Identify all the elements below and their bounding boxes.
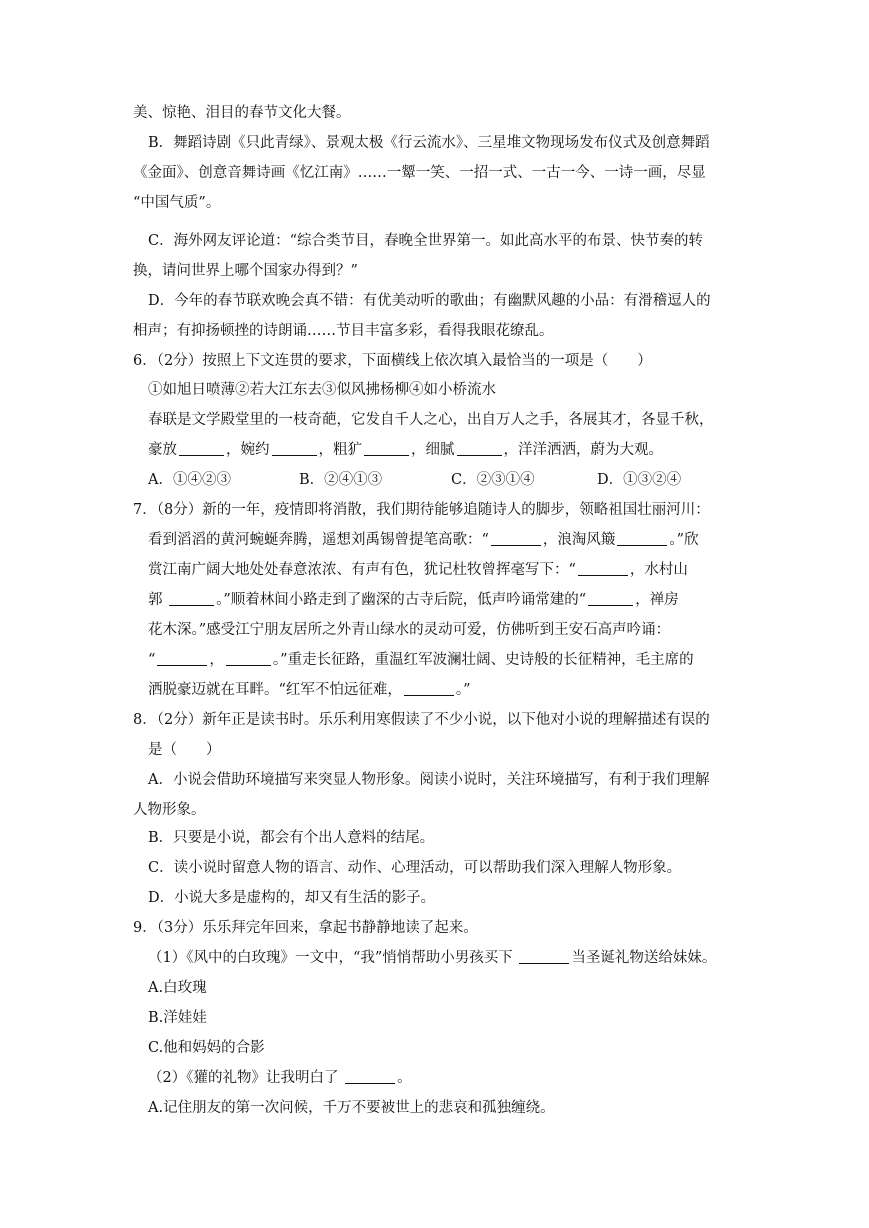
question-8-stem: 8．（2分）新年正是读书时。乐乐利用寒假读了不少小说，以下他对小说的理解描述有误的 bbox=[133, 712, 710, 728]
text-fragment: “ bbox=[148, 652, 156, 668]
text-fragment: ，婉约 bbox=[226, 442, 270, 458]
fill-line bbox=[148, 561, 688, 579]
text-fragment: 洒脱豪迈就在耳畔。“红军不怕远征难， bbox=[148, 682, 402, 698]
text-fragment: 。”顺着林间小路走到了幽深的古寺后院，低声吟诵常建的“ bbox=[216, 592, 587, 608]
option-d[interactable]: D．①③②④ bbox=[597, 472, 682, 488]
option-a[interactable]: A．小说会借助环境描写来突显人物形象。阅读小说时，关注环境描写，有利于我们理解 bbox=[148, 772, 710, 788]
option-d[interactable]: D．小说大多是虚构的，却又有生活的影子。 bbox=[148, 890, 436, 906]
text-line: 换，请问世界上哪个国家办得到？” bbox=[133, 263, 358, 279]
question-6-choices: ①如旭日喷薄②若大江东去③似风拂杨柳④如小桥流水 bbox=[148, 382, 496, 398]
answer-blank[interactable] bbox=[179, 441, 224, 456]
fill-line bbox=[148, 441, 663, 459]
text-fragment: ，粗犷 bbox=[318, 442, 362, 458]
text-line: 美、惊艳、泪目的春节文化大餐。 bbox=[133, 105, 351, 121]
text-line: “中国气质”。 bbox=[133, 195, 221, 211]
text-line: 花木深。”感受江宁朋友居所之外青山绿水的灵动可爱，仿佛听到王安石高声吟诵： bbox=[148, 622, 671, 638]
answer-blank[interactable] bbox=[578, 561, 628, 576]
answer-blank[interactable] bbox=[157, 651, 207, 666]
answer-blank[interactable] bbox=[404, 681, 454, 696]
fill-line bbox=[148, 681, 471, 699]
answer-blank[interactable] bbox=[345, 1069, 395, 1084]
answer-blank[interactable] bbox=[226, 651, 271, 666]
text-fragment: 。”重走长征路，重温红军波澜壮阔、史诗般的长征精神，毛主席的 bbox=[272, 652, 694, 668]
text-line: 人物形象。 bbox=[133, 802, 206, 818]
text-fragment: ，洋洋洒洒，蔚为大观。 bbox=[503, 442, 663, 458]
answer-blank[interactable] bbox=[364, 441, 409, 456]
text-line: 是（ ） bbox=[148, 742, 221, 758]
answer-blank[interactable] bbox=[588, 591, 633, 606]
fill-line bbox=[148, 591, 679, 609]
option-c-line: C．海外网友评论道：“综合类节目，春晚全世界第一。如此高水平的布景、快节奏的转 bbox=[148, 233, 704, 249]
question-6-stem: 6．（2分）按照上下文连贯的要求，下面横线上依次填入最恰当的一项是（ ） bbox=[133, 353, 652, 369]
text-fragment: ，禅房 bbox=[635, 592, 679, 608]
option-c[interactable]: C．②③①④ bbox=[451, 472, 535, 488]
text-fragment: 看到滔滔的黄河蜿蜒奔腾，遥想刘禹锡曾提笔高歌：“ bbox=[148, 532, 489, 548]
text-line: 春联是文学殿堂里的一枝奇葩，它发自千人之心，出自万人之手，各展其才，各显千秋， bbox=[148, 412, 714, 428]
option-b[interactable]: B.洋娃娃 bbox=[148, 1010, 207, 1026]
option-c[interactable]: C．读小说时留意人物的语言、动作、心理活动，可以帮助我们深入理解人物形象。 bbox=[148, 860, 682, 876]
fill-line bbox=[148, 651, 694, 669]
answer-blank[interactable] bbox=[519, 949, 569, 964]
option-b[interactable]: B．只要是小说，都会有个出人意料的结尾。 bbox=[148, 830, 435, 846]
option-c[interactable]: C.他和妈妈的合影 bbox=[148, 1040, 265, 1056]
text-fragment: 郭 bbox=[148, 592, 163, 608]
answer-blank[interactable] bbox=[457, 441, 502, 456]
text-line: 《金面》、创意音舞诗画《忆江南》……一颦一笑、一招一式、一古一今、一诗一画，尽显 bbox=[133, 165, 706, 181]
option-a[interactable]: A．①④②③ bbox=[148, 472, 231, 488]
answer-blank[interactable] bbox=[491, 531, 541, 546]
question-7-stem: 7．（8分）新的一年，疫情即将消散，我们期待能够追随诗人的脚步，领略祖国壮丽河川： bbox=[133, 502, 710, 518]
answer-blank[interactable] bbox=[272, 441, 317, 456]
text-fragment: ，水村山 bbox=[629, 562, 688, 578]
text-fragment: 。”欣 bbox=[669, 532, 699, 548]
text-fragment: 当圣诞礼物送给妹妹。 bbox=[571, 950, 717, 966]
question-9-stem: 9．（3分）乐乐拜完年回来，拿起书静静地读了起来。 bbox=[133, 920, 478, 936]
answer-blank[interactable] bbox=[617, 531, 667, 546]
fill-line bbox=[148, 1069, 412, 1087]
text-fragment: 。 bbox=[397, 1070, 412, 1086]
option-a[interactable]: A.白玫瑰 bbox=[148, 980, 207, 996]
text-line: 相声；有抑扬顿挫的诗朗诵……节目丰富多彩，看得我眼花缭乱。 bbox=[133, 323, 554, 339]
text-fragment: ， bbox=[209, 652, 224, 668]
option-d-line: D．今年的春节联欢晚会真不错：有优美动听的歌曲；有幽默风趣的小品：有滑稽逗人的 bbox=[148, 293, 711, 309]
fill-line bbox=[148, 531, 699, 549]
option-b-line: B．舞蹈诗剧《只此青绿》、景观太极《行云流水》、三星堆文物现场发布仪式及创意舞蹈 bbox=[148, 135, 710, 151]
text-fragment: 豪放 bbox=[148, 442, 177, 458]
text-fragment: （2）《獾的礼物》让我明白了 bbox=[148, 1070, 339, 1086]
option-a[interactable]: A.记住朋友的第一次问候，千万不要被世上的悲哀和孤独缠绕。 bbox=[148, 1100, 555, 1116]
fill-line bbox=[148, 949, 716, 967]
text-fragment: ，浪淘风簸 bbox=[542, 532, 616, 548]
text-fragment: 。” bbox=[455, 682, 471, 698]
text-fragment: 赏江南广阔大地处处春意浓浓、有声有色，犹记杜牧曾挥毫写下：“ bbox=[148, 562, 576, 578]
option-b[interactable]: B．②④①③ bbox=[299, 472, 383, 488]
text-fragment: ，细腻 bbox=[411, 442, 455, 458]
answer-blank[interactable] bbox=[169, 591, 214, 606]
text-fragment: （1）《风中的白玫瑰》一文中，“我”悄悄帮助小男孩买下 bbox=[148, 950, 513, 966]
